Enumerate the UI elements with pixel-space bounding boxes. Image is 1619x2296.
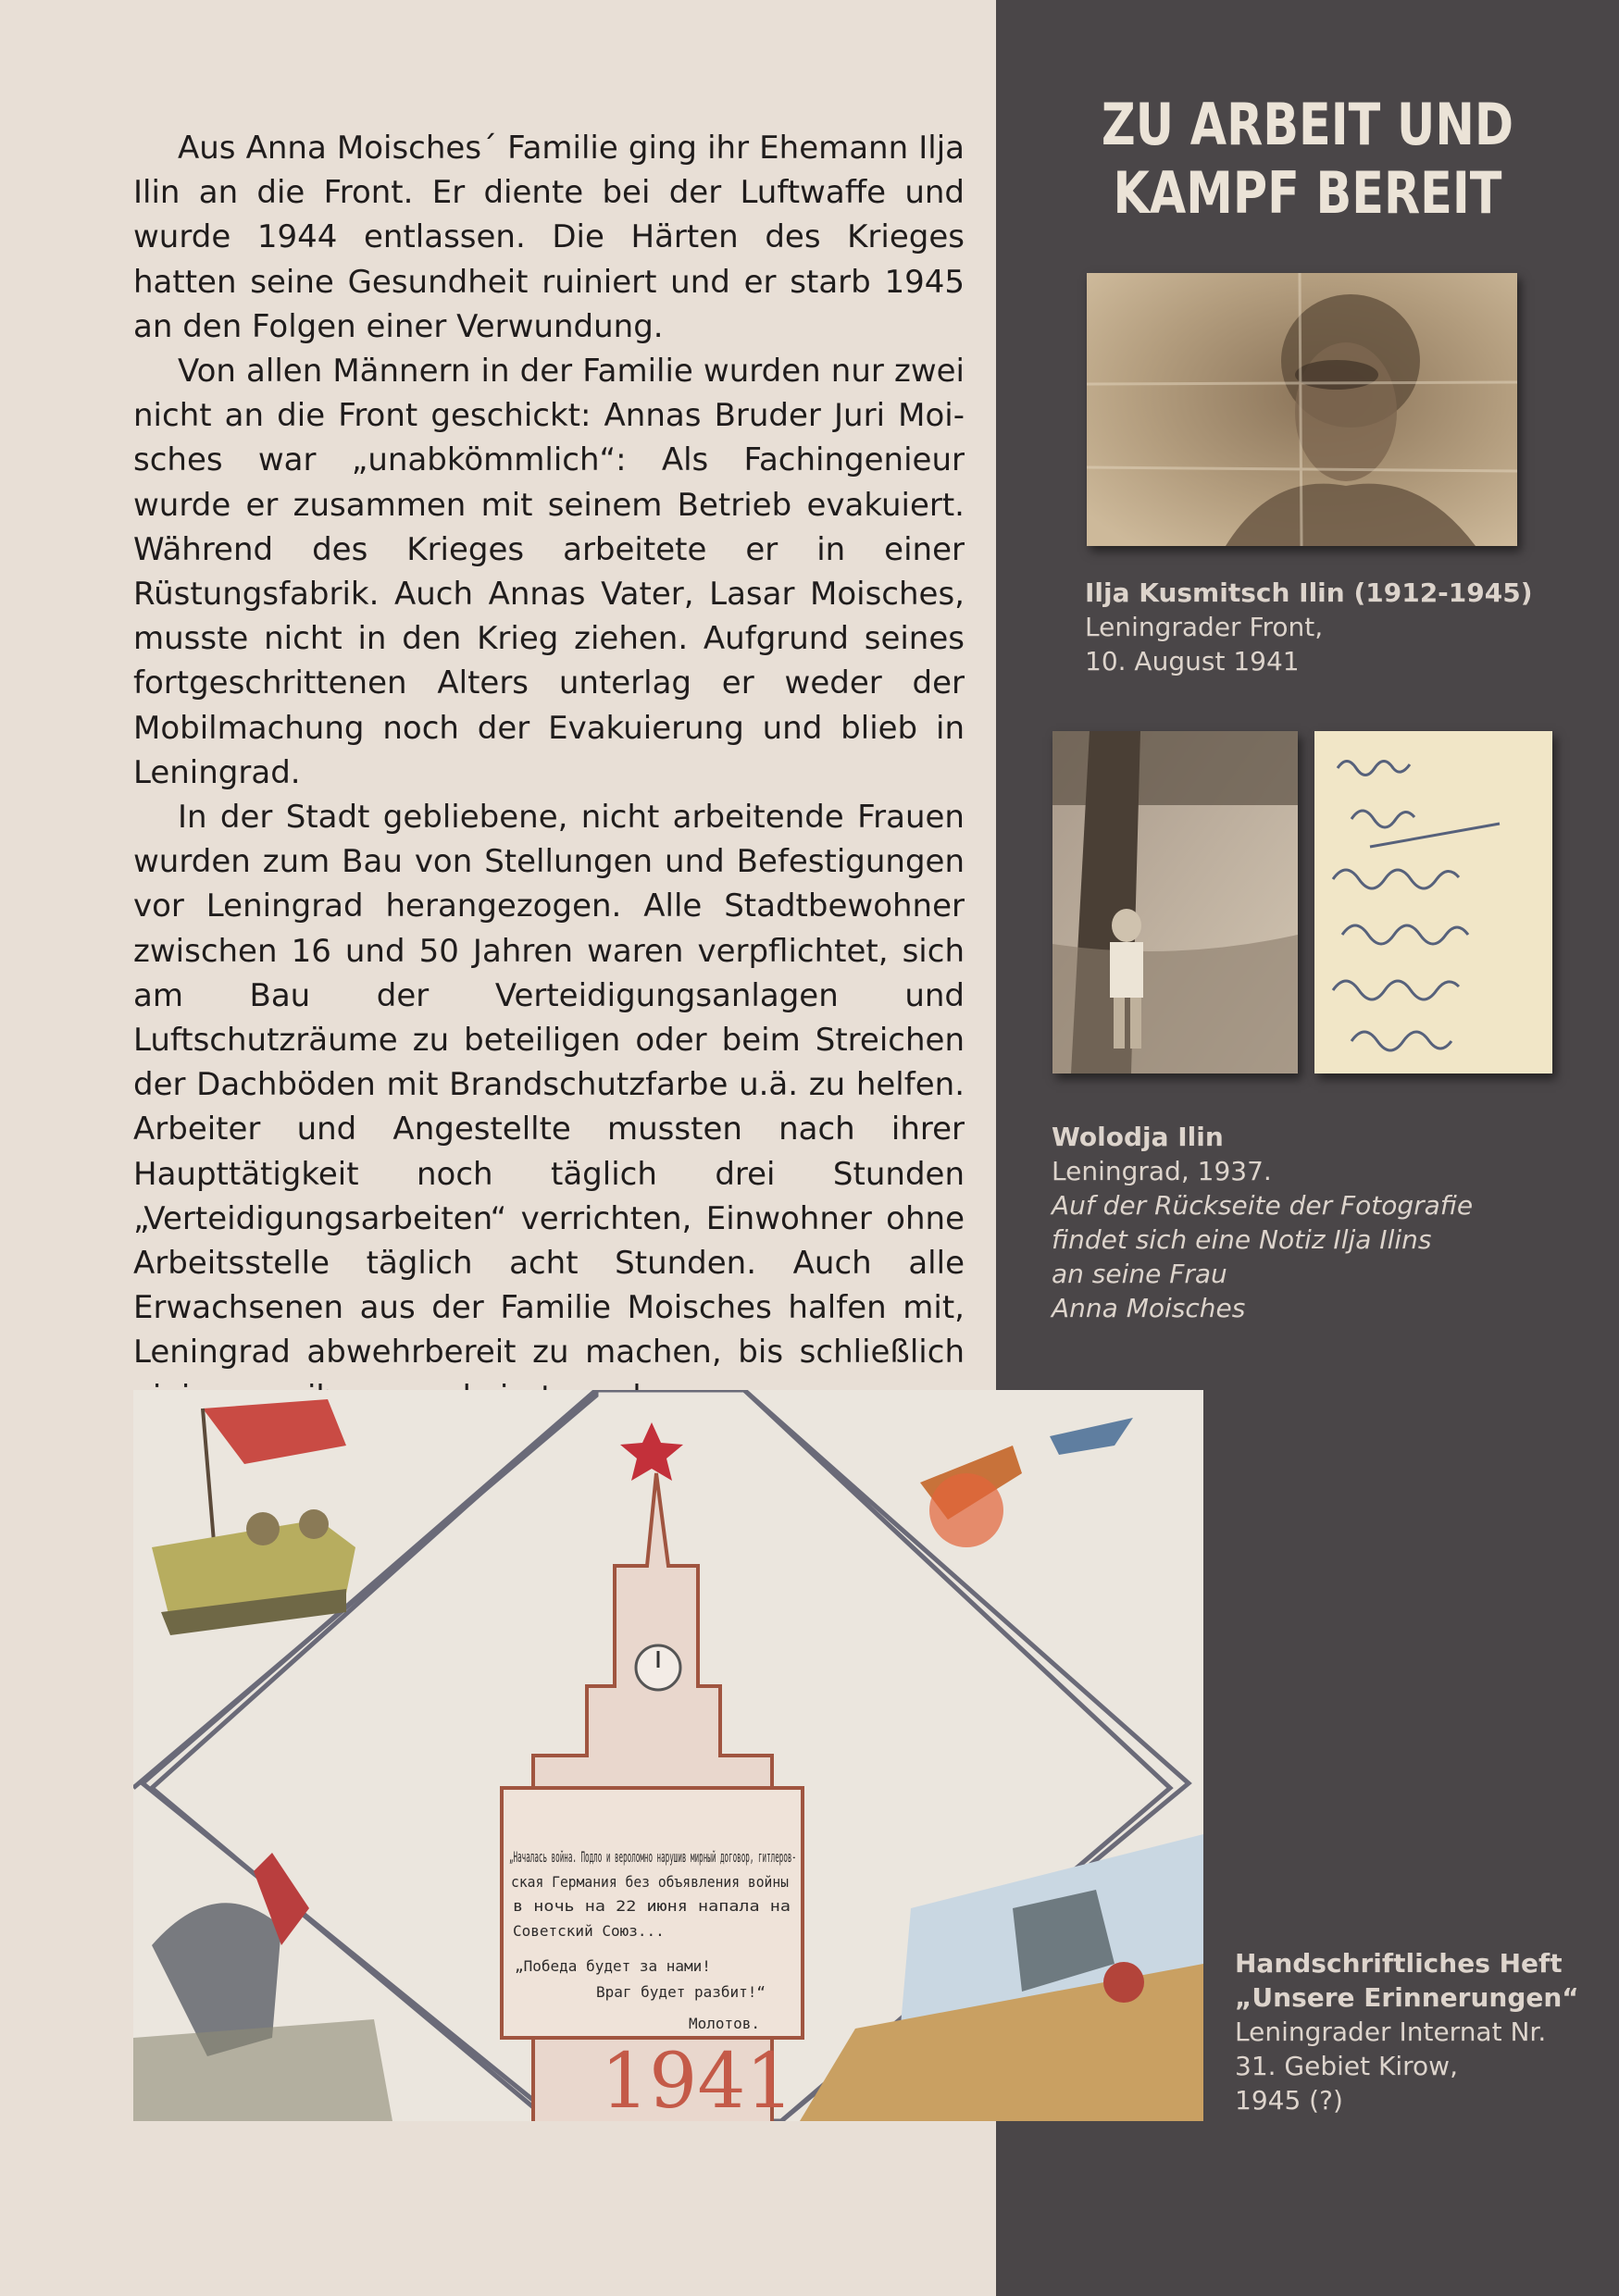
caption-ilja-line1: Leningrader Front,	[1085, 612, 1324, 642]
caption-heft-line3: 1945 (?)	[1235, 2085, 1343, 2116]
caption-wolodja-italic2: findet sich eine Notiz Ilja Ilins	[1052, 1224, 1432, 1255]
caption-heft-title1: Handschriftliches Heft	[1235, 1948, 1563, 1979]
drawing-text-line-5: „Победа будет за нами!	[515, 1957, 711, 1975]
paragraph-3: In der Stadt gebliebene, nicht arbeitende Frauen wurden zum Bau von Stellungen und Befestigungen vor Leningrad herangezogen. Alle Stadtbewohner zwischen 16 und 50 Jahren waren verpflichtet, sich am Bau der Verteidigungsanlagen und Luftschutzräume zu beteiligen oder beim Streichen der Dachböden mit Brandschutzfarbe u.ä. zu helfen. Arbeiter und Angestellte mussten nach ihrer Haupttätigkeit noch täglich drei Stunden „Verteidigungsarbeiten“ verrichten, Einwohner ohne Arbeitsstelle täglich acht Stunden. Auch alle Erwachsenen aus der Familie Moisches halfen mit, Leningrad abwehrbereit zu machen, bis schließlich	[133, 799, 965, 1371]
paragraph-2: Von allen Männern in der Familie wurden nur zwei nicht an die Front geschickt: Annas Bruder Juri Moisches war „unabkömmlich“: Als Fachingenieur wurde er zusammen mit seinem Betrieb evakuiert. Während des Krieges arbeitete er in einer Rüstungsfabrik. Auch Annas Vater, Lasar Moisches, musste nicht in den Krieg ziehen. Aufgrund seines fortgeschrittenen Alters unterlag er weder der Mobilmachung noch der Evakuierung und blieb in Leningrad.	[133, 353, 965, 791]
caption-ilja-title: Ilja Kusmitsch Ilin (1912-1945)	[1085, 577, 1533, 608]
drawing-text-line-6: Враг будет разбит!“	[596, 1983, 766, 2001]
drawing-text-line-3: в ночь на 22 июня напала на	[513, 1897, 791, 1915]
caption-wolodja-italic1: Auf der Rückseite der Fotografie	[1052, 1190, 1474, 1221]
drawing-notebook-1941	[133, 1390, 1203, 2121]
drawing-text-line-2: ская Германия без объявления войны	[511, 1873, 789, 1891]
caption-wolodja-line1: Leningrad, 1937.	[1052, 1156, 1272, 1186]
caption-wolodja-title: Wolodja Ilin	[1052, 1122, 1224, 1152]
caption-heft-line1: Leningrader Internat Nr.	[1235, 2017, 1547, 2047]
headline-line-2: KAMPF BEREIT	[1113, 159, 1502, 227]
caption-heft-line2: 31. Gebiet Kirow,	[1235, 2051, 1458, 2081]
photo-ilja-portrait	[1087, 273, 1517, 546]
caption-ilja-line2: 10. August 1941	[1085, 646, 1300, 676]
headline	[1052, 91, 1563, 228]
drawing-text-line-1: „Началась война. Подло и вероломно нарушив мирный договор, гитлеров-	[509, 1848, 796, 1866]
photo-wolodja-child	[1052, 731, 1298, 1074]
body-text	[133, 126, 965, 1420]
caption-heft	[1235, 1946, 1605, 2117]
drawing-text-line-4: Советский Союз...	[513, 1922, 665, 1940]
caption-wolodja	[1052, 1120, 1570, 1325]
photo-handwritten-note	[1314, 731, 1552, 1074]
caption-wolodja-italic3: an seine Frau	[1052, 1259, 1227, 1289]
caption-wolodja-italic4: Anna Moisches	[1052, 1293, 1246, 1323]
caption-ilja	[1085, 576, 1566, 678]
paragraph-1: Aus Anna Moisches´ Familie ging ihr Ehemann Ilja Ilin an die Front. Er diente bei der Luftwaffe und wurde 1944 entlassen. Die Härten des Krieges hatten seine Gesundheit ruiniert und er starb 1945 an den Folgen einer Verwundung.	[133, 130, 965, 345]
headline-line-1: ZU ARBEIT UND	[1101, 91, 1514, 158]
drawing-year: 1941	[601, 2038, 794, 2121]
caption-heft-title2: „Unsere Erinnerungen“	[1235, 1982, 1579, 2013]
drawing-signature: Молотов.	[689, 2015, 761, 2032]
